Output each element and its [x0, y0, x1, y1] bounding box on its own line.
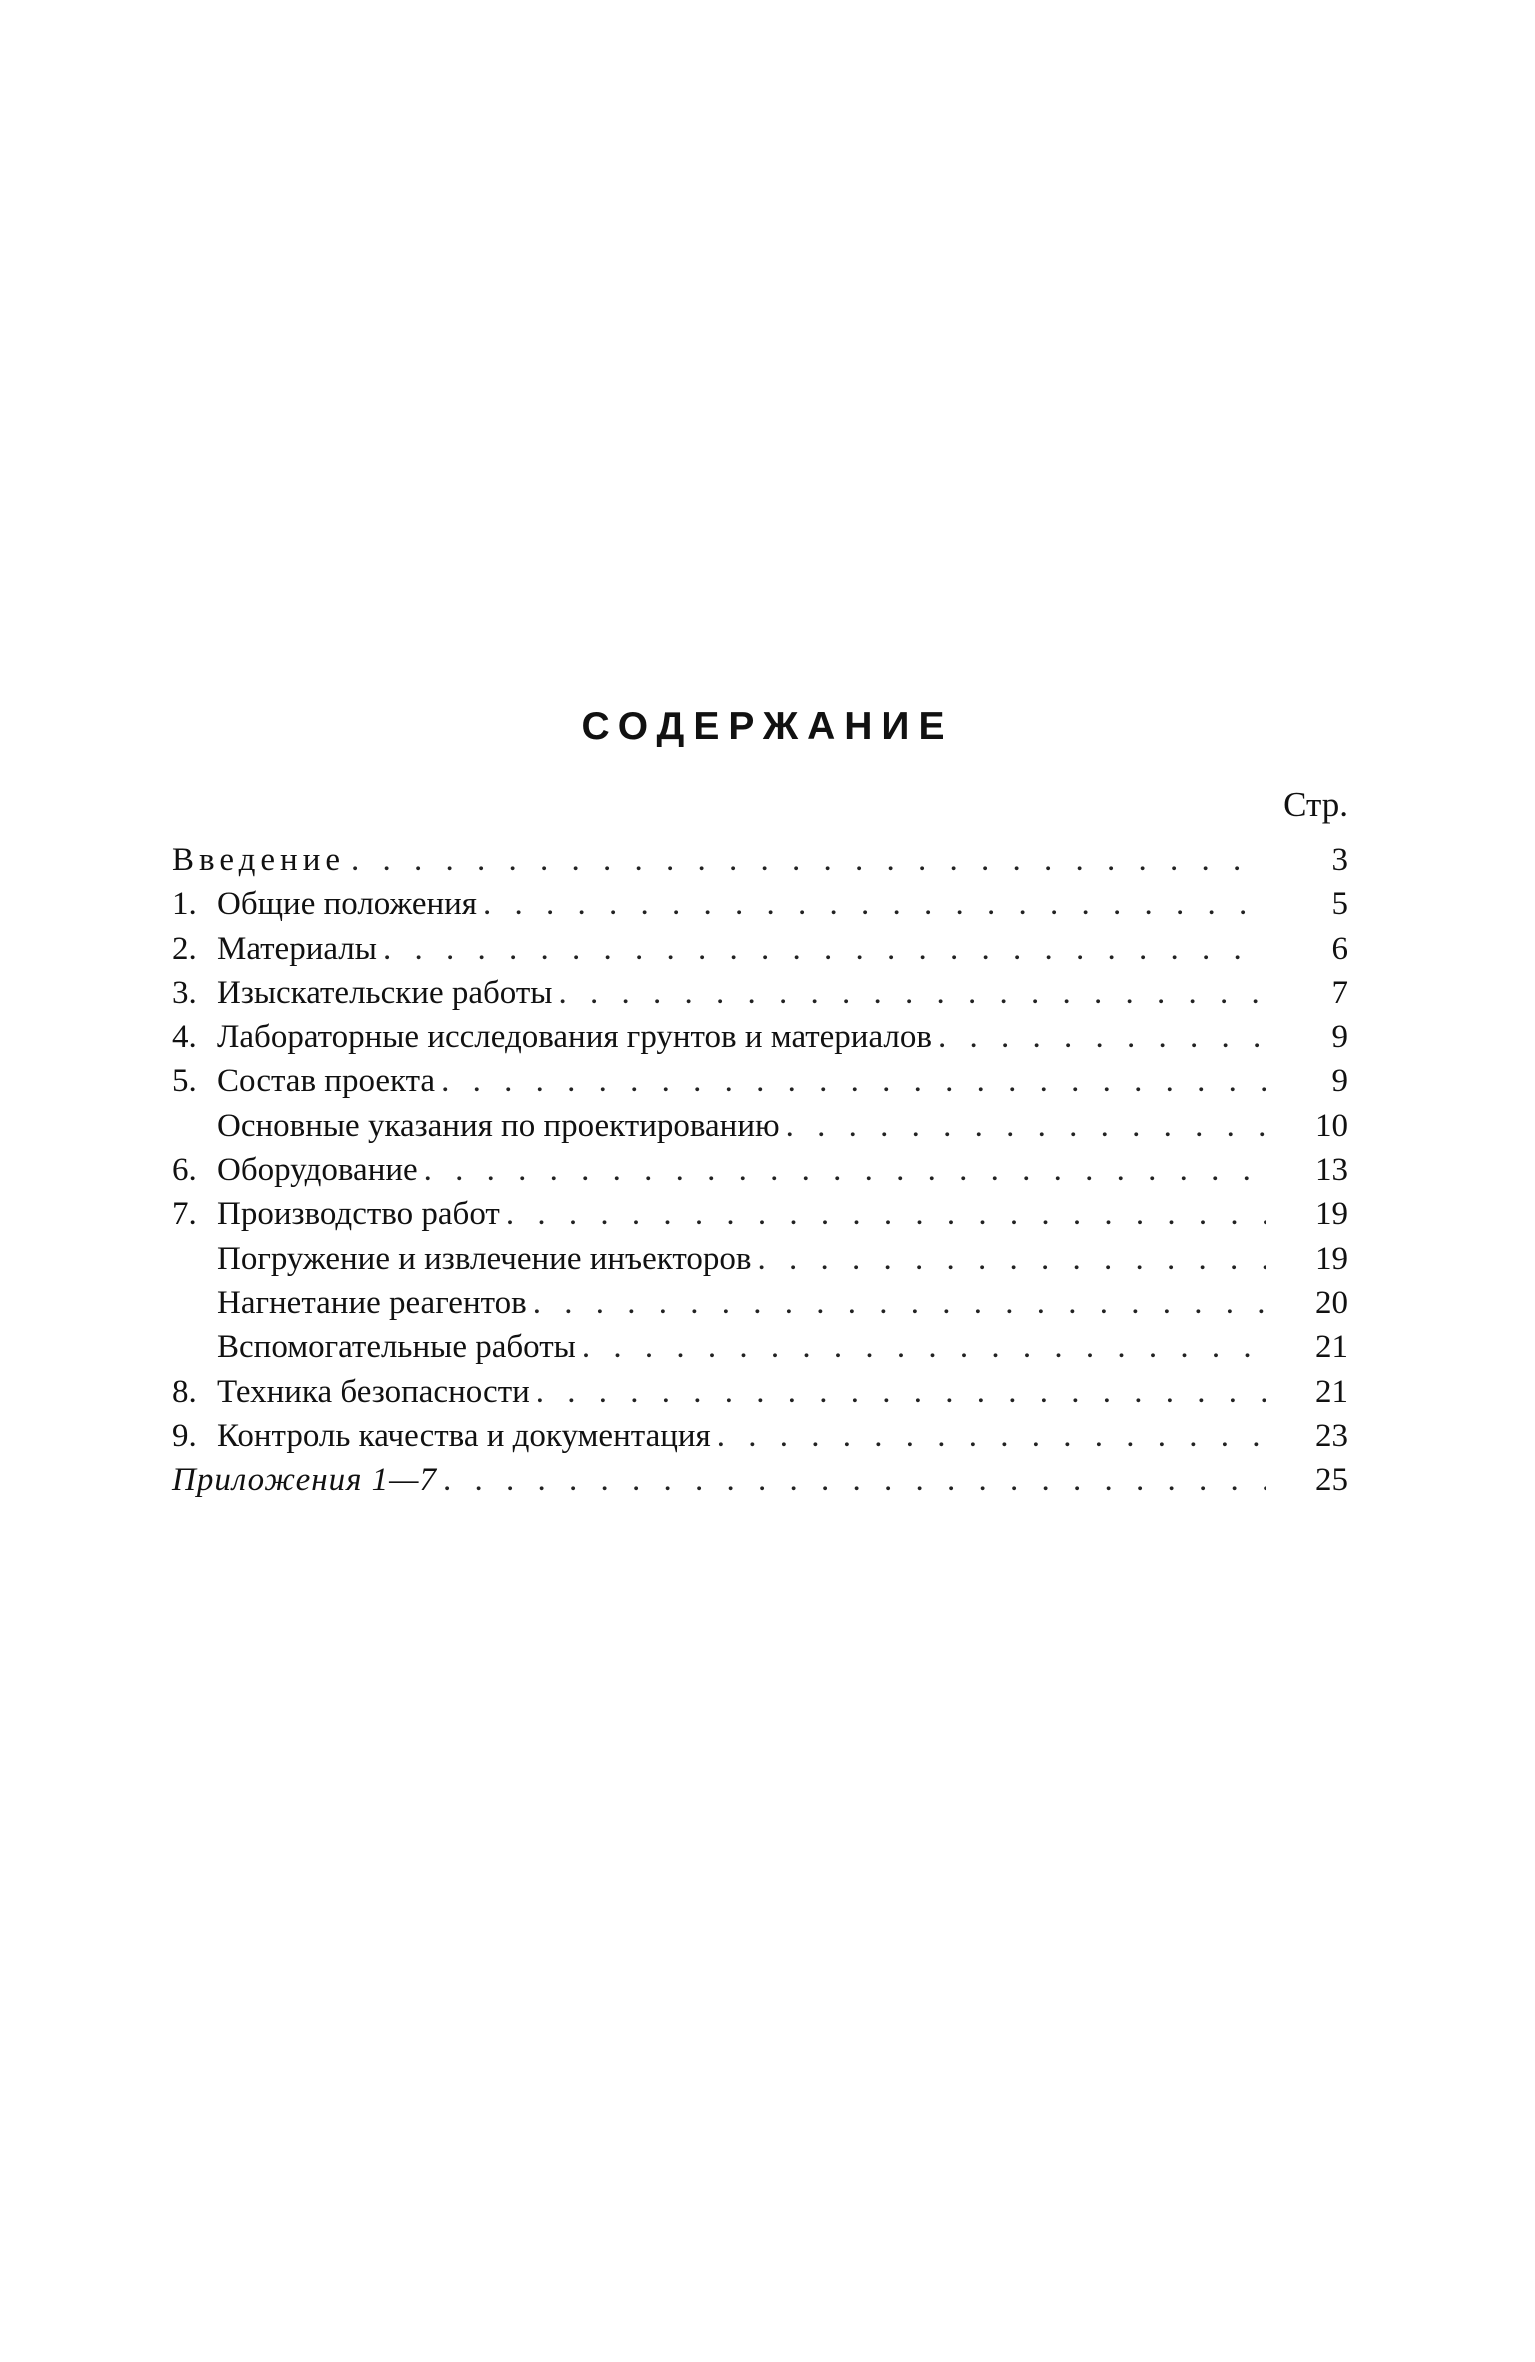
dot-leader [938, 1015, 1266, 1059]
toc-subentry[interactable] [172, 1325, 1348, 1369]
toc-entry-page: 9 [1331, 1019, 1348, 1056]
toc-entry-number: 8. [172, 1373, 197, 1410]
toc-entry-title: Оборудование [217, 1152, 418, 1189]
toc-entry[interactable] [172, 1458, 1348, 1502]
toc-subentry[interactable] [172, 1237, 1348, 1281]
toc-entry-title: Контроль качества и документация [217, 1417, 711, 1454]
toc-entry-title: Вспомогательные работы [217, 1329, 576, 1366]
toc-entry-number: 3. [172, 974, 197, 1011]
page-title: СОДЕРЖАНИЕ [581, 705, 954, 748]
dot-leader [533, 1281, 1266, 1325]
toc-entry-number: 2. [172, 930, 197, 967]
toc-entry[interactable] [172, 1059, 1348, 1103]
dot-leader [483, 882, 1266, 926]
toc-subentry[interactable] [172, 1281, 1348, 1325]
toc-entry-page: 20 [1315, 1284, 1348, 1321]
toc-entry-number: 4. [172, 1019, 197, 1056]
dot-leader [558, 971, 1266, 1015]
toc-entry-title: Техника безопасности [217, 1373, 530, 1410]
toc-entry-page: 10 [1315, 1107, 1348, 1144]
toc-entry-page: 21 [1315, 1373, 1348, 1410]
toc-entry[interactable] [172, 1015, 1348, 1059]
toc-entry[interactable] [172, 1148, 1348, 1192]
toc-entry-page: 23 [1315, 1417, 1348, 1454]
toc-entry-title: Изыскательские работы [217, 974, 553, 1011]
toc-entry-title: Материалы [217, 930, 377, 967]
table-of-contents [172, 838, 1348, 1502]
toc-entry-number: 9. [172, 1417, 197, 1454]
dot-leader [582, 1325, 1266, 1369]
toc-entry[interactable] [172, 927, 1348, 971]
dot-leader [536, 1370, 1266, 1414]
toc-entry-title: Погружение и извлечение инъекторов [217, 1240, 752, 1277]
dot-leader [351, 838, 1266, 882]
page-column-label: Стр. [1283, 785, 1348, 824]
toc-entry-page: 6 [1331, 930, 1348, 967]
toc-entry[interactable] [172, 882, 1348, 926]
toc-entry-title: Введение [172, 842, 346, 878]
toc-entry-page: 13 [1315, 1152, 1348, 1189]
toc-entry-title: Нагнетание реагентов [217, 1284, 527, 1321]
toc-entry-page: 19 [1315, 1196, 1348, 1233]
dot-leader [424, 1148, 1266, 1192]
toc-entry-title: Общие положения [217, 886, 477, 923]
toc-entry-page: 21 [1315, 1329, 1348, 1366]
toc-entry-number: 6. [172, 1152, 197, 1189]
dot-leader [717, 1414, 1266, 1458]
toc-entry-page: 25 [1315, 1462, 1348, 1499]
toc-entry-number: 7. [172, 1196, 197, 1233]
toc-entry-title: Основные указания по проектированию [217, 1107, 780, 1144]
toc-entry[interactable] [172, 971, 1348, 1015]
dot-leader [443, 1458, 1266, 1502]
toc-entry-title: Производство работ [217, 1196, 500, 1233]
dot-leader [786, 1104, 1266, 1148]
toc-entry[interactable] [172, 1414, 1348, 1458]
toc-entry-page: 3 [1331, 842, 1348, 878]
dot-leader [383, 927, 1266, 971]
toc-subentry[interactable] [172, 1104, 1348, 1148]
toc-entry-title: Лабораторные исследования грунтов и материалов [217, 1019, 932, 1056]
toc-entry-number: 1. [172, 886, 197, 923]
toc-entry-page: 9 [1331, 1063, 1348, 1100]
toc-entry[interactable] [172, 1192, 1348, 1236]
dot-leader [441, 1059, 1266, 1103]
toc-entry-title: Состав проекта [217, 1063, 436, 1100]
toc-entry-page: 19 [1315, 1240, 1348, 1277]
dot-leader [757, 1237, 1266, 1281]
toc-entry[interactable] [172, 1370, 1348, 1414]
toc-entry-title: Приложения 1—7 [172, 1462, 438, 1499]
dot-leader [506, 1192, 1266, 1236]
toc-entry-number: 5. [172, 1063, 197, 1100]
toc-entry-page: 5 [1331, 886, 1348, 923]
toc-entry-page: 7 [1331, 974, 1348, 1011]
toc-entry[interactable] [172, 838, 1348, 882]
